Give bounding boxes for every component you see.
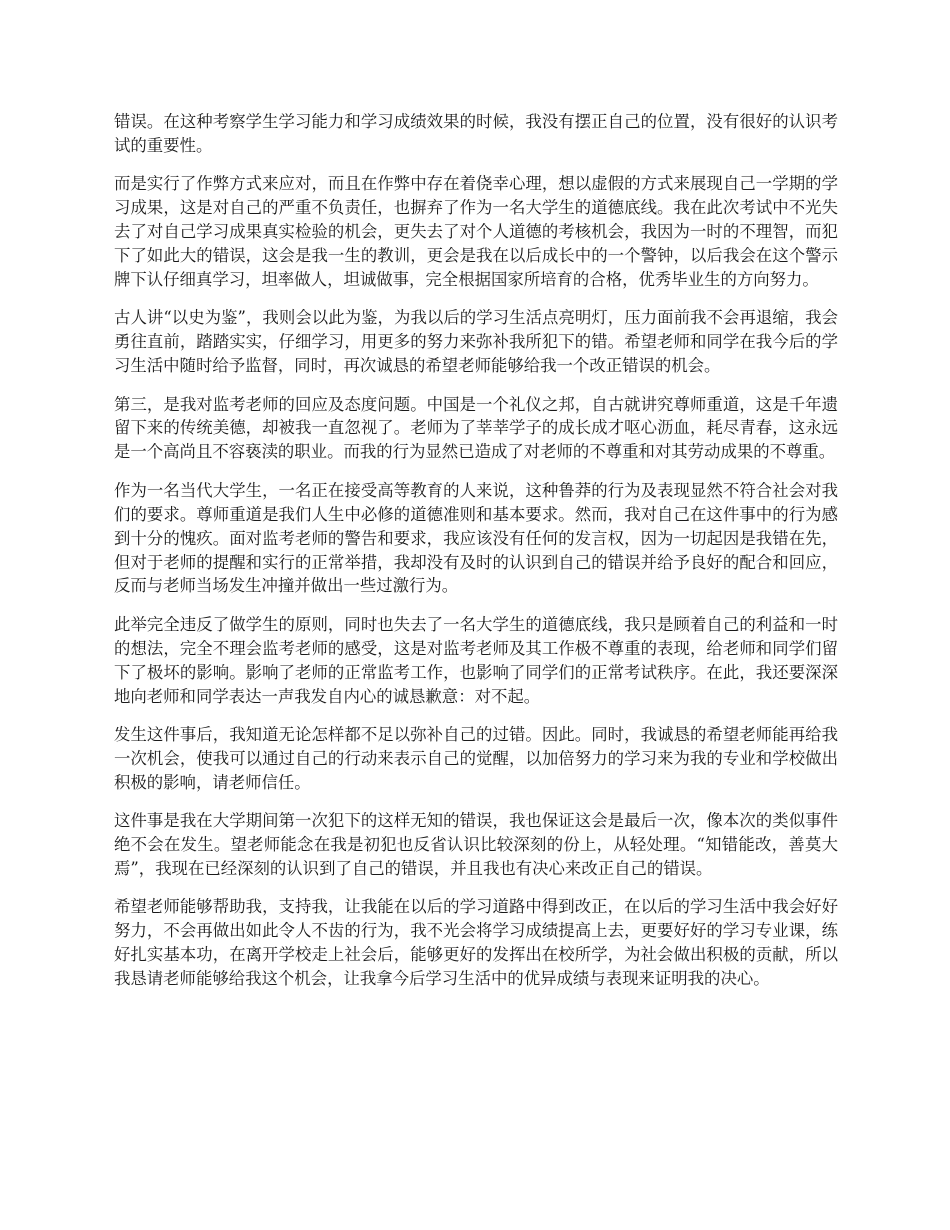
paragraph: 此举完全违反了做学生的原则，同时也失去了一名大学生的道德底线，我只是顾着自己的利益和一时的想法，完全不理会监考老师的感受，这是对监考老师及其工作极不尊重的表现，给老师和同学们留下了极坏的影响。影响了老师的正常监考工作，也影响了同学们的正常考试秩序。在此，我还要深深地向老师和同学表达一声我发自内心的诚恳歉意：对不起。 (114, 614, 838, 706)
paragraph: 而是实行了作弊方式来应对，而且在作弊中存在着侥幸心理，想以虚假的方式来展现自己一学期的学习成果，这是对自己的严重不负责任，也摒弃了作为一名大学生的道德底线。我在此次考试中不光失去了对自己学习成果真实检验的机会，更失去了对个人道德的考核机会，我因为一时的不理智，而犯下了如此大的错误，这会是我一生的教训，更会是我在以后成长中的一个警钟，以后我会在这个警示牌下认仔细真学习，坦率做人，坦诚做事，完全根据国家所培育的合格，优秀毕业生的方向努力。 (114, 174, 838, 289)
document-body (114, 110, 838, 1006)
paragraph: 发生这件事后，我知道无论怎样都不足以弥补自己的过错。因此。同时，我诚恳的希望老师能再给我一次机会，使我可以通过自己的行动来表示自己的觉醒，以加倍努力的学习来为我的专业和学校做出积极的影响，请老师信任。 (114, 724, 838, 792)
paragraph: 第三，是我对监考老师的回应及态度问题。中国是一个礼仪之邦，自古就讲究尊师重道，这是千年遗留下来的传统美德，却被我一直忽视了。老师为了莘莘学子的成长成才呕心沥血，耗尽青春，这永远是一个高尚且不容亵渎的职业。而我的行为显然已造成了对老师的不尊重和对其劳动成果的不尊重。 (114, 394, 838, 462)
paragraph: 这件事是我在大学期间第一次犯下的这样无知的错误，我也保证这会是最后一次，像本次的类似事件绝不会在发生。望老师能念在我是初犯也反省认识比较深刻的份上，从轻处理。“知错能改，善莫大焉”，我现在已经深刻的认识到了自己的错误，并且我也有决心来改正自己的错误。 (114, 811, 838, 878)
paragraph: 希望老师能够帮助我，支持我，让我能在以后的学习道路中得到改正，在以后的学习生活中我会好好努力，不会再做出如此令人不齿的行为，我不光会将学习成绩提高上去，更要好好的学习专业课，练好扎实基本功，在离开学校走上社会后，能够更好的发挥出在校所学，为社会做出积极的贡献，所以我恳请老师能够给我这个机会，让我拿今后学习生活中的优异成绩与表现来证明我的决心。 (114, 897, 838, 989)
paragraph: 错误。在这种考察学生学习能力和学习成绩效果的时候，我没有摆正自己的位置，没有很好的认识考试的重要性。 (114, 112, 838, 155)
paragraph: 古人讲“以史为鉴”，我则会以此为鉴，为我以后的学习生活点亮明灯，压力面前我不会再退缩，我会勇往直前，踏踏实实，仔细学习，用更多的努力来弥补我所犯下的错。希望老师和同学在我今后的学习生活中随时给予监督，同时，再次诚恳的希望老师能够给我一个改正错误的机会。 (114, 308, 838, 376)
paragraph: 作为一名当代大学生，一名正在接受高等教育的人来说，这种鲁莽的行为及表现显然不符合社会对我们的要求。尊师重道是我们人生中必修的道德准则和基本要求。然而，我对自己在这件事中的行为感到十分的愧疚。面对监考老师的警告和要求，我应该没有任何的发言权，因为一切起因是我错在先，但对于老师的提醒和实行的正常举措，我却没有及时的认识到自己的错误并给予良好的配合和回应，反而与老师当场发生冲撞并做出一些过激行为。 (114, 480, 838, 596)
